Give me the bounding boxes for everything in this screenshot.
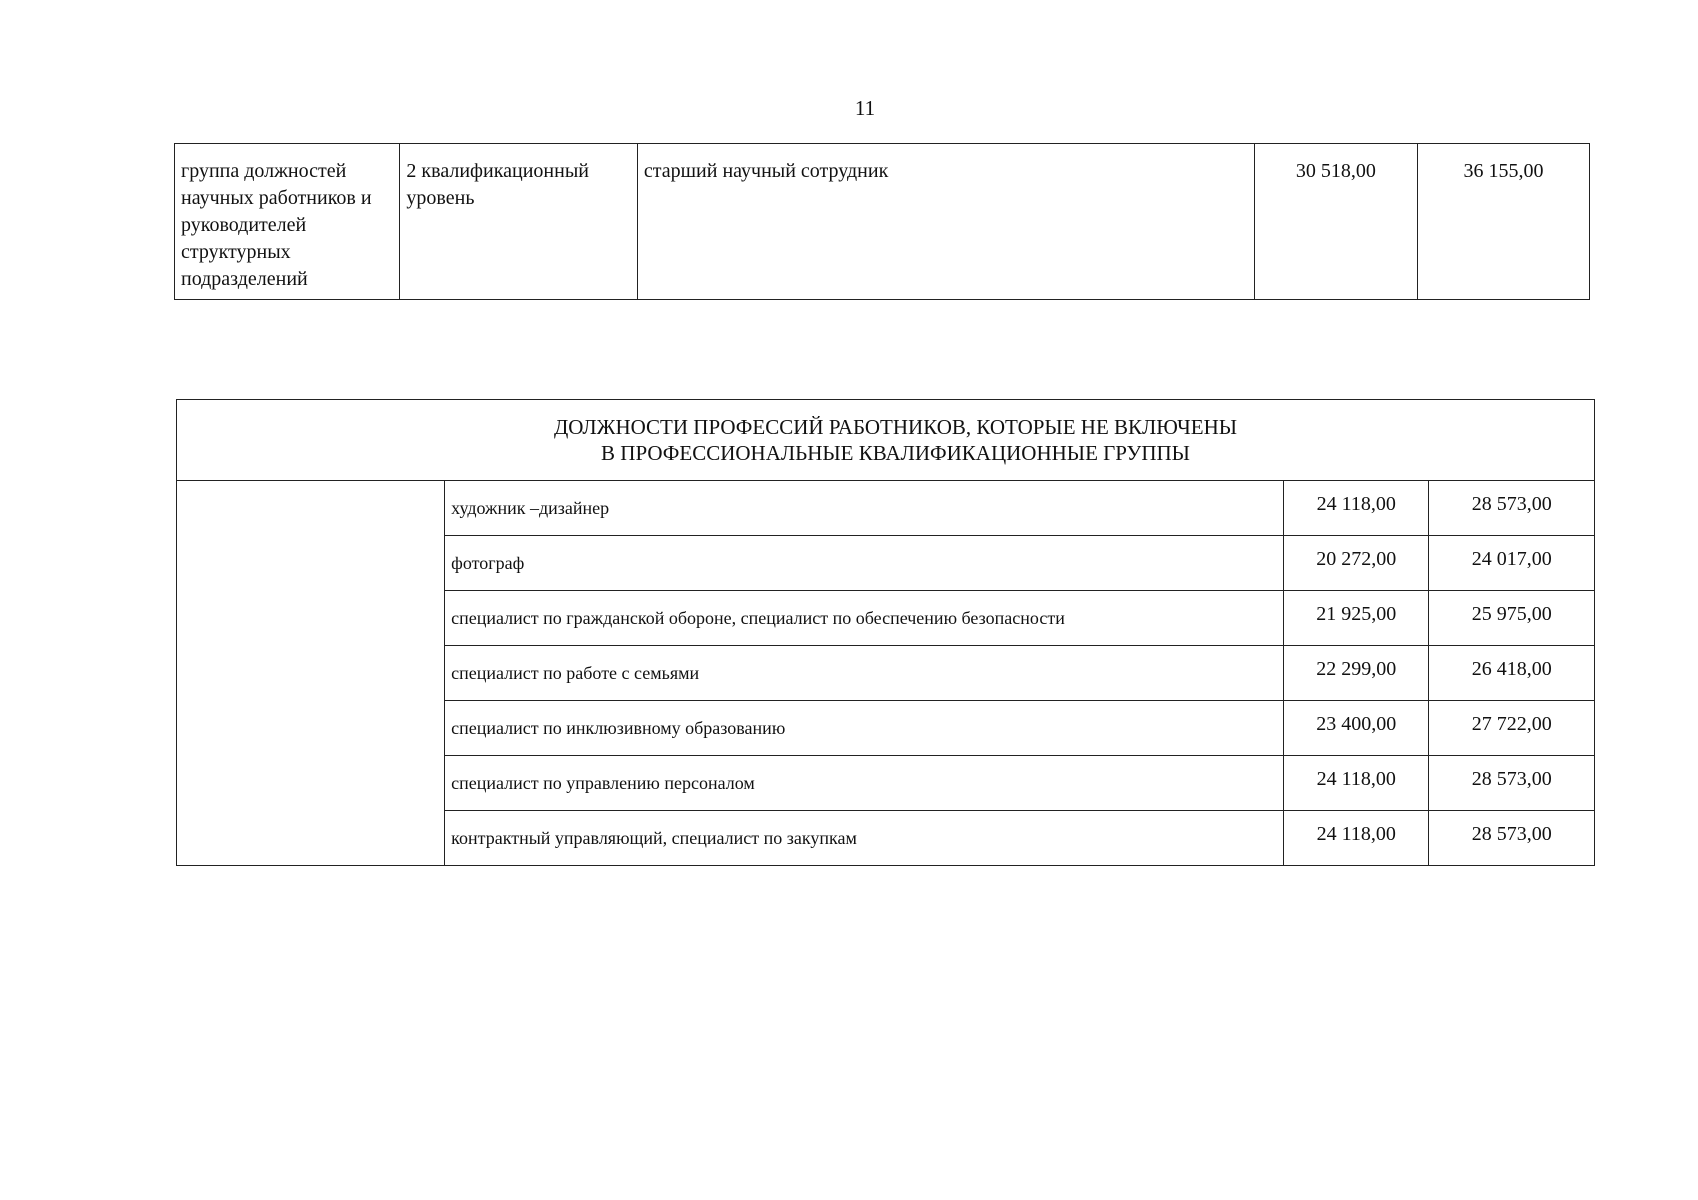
salary-min: 23 400,00: [1284, 701, 1429, 756]
position-name: специалист по инклюзивному образованию: [445, 701, 1284, 756]
group-cell: группа должностей научных работников и руководителей структурных подразделений: [175, 144, 400, 300]
header-line-1: ДОЛЖНОСТИ ПРОФЕССИЙ РАБОТНИКОВ, КОТОРЫЕ НЕ ВКЛЮЧЕНЫ: [553, 415, 1238, 439]
table-row: [177, 481, 1595, 536]
level-cell: 2 квалификационный уровень: [400, 144, 638, 300]
salary-min: 24 118,00: [1284, 756, 1429, 811]
table-header: [177, 400, 1595, 481]
position-name: специалист по работе с семьями: [445, 646, 1284, 701]
salary-max: 26 418,00: [1429, 646, 1595, 701]
position-name: фотограф: [445, 536, 1284, 591]
other-positions-table: [176, 399, 1595, 866]
salary-min: 22 299,00: [1284, 646, 1429, 701]
top-salary-table: [174, 143, 1590, 300]
page-number: 11: [854, 96, 876, 120]
salary-min-cell: 30 518,00: [1254, 144, 1417, 300]
salary-min: 20 272,00: [1284, 536, 1429, 591]
position-name: контрактный управляющий, специалист по закупкам: [445, 811, 1284, 866]
salary-max: 28 573,00: [1429, 811, 1595, 866]
position-cell: старший научный сотрудник: [637, 144, 1254, 300]
header-line-2: В ПРОФЕССИОНАЛЬНЫЕ КВАЛИФИКАЦИОННЫЕ ГРУППЫ: [601, 441, 1190, 465]
position-name: художник –дизайнер: [445, 481, 1284, 536]
salary-max: 28 573,00: [1429, 481, 1595, 536]
salary-min: 24 118,00: [1284, 811, 1429, 866]
salary-max: 28 573,00: [1429, 756, 1595, 811]
position-name: специалист по управлению персоналом: [445, 756, 1284, 811]
salary-max: 27 722,00: [1429, 701, 1595, 756]
empty-group-cell: [177, 481, 445, 866]
position-name: специалист по гражданской обороне, специалист по обеспечению безопасности: [445, 591, 1284, 646]
salary-min: 21 925,00: [1284, 591, 1429, 646]
table-row: [175, 144, 1590, 300]
table-header-row: [177, 400, 1595, 481]
salary-max-cell: 36 155,00: [1417, 144, 1589, 300]
salary-max: 25 975,00: [1429, 591, 1595, 646]
salary-min: 24 118,00: [1284, 481, 1429, 536]
salary-max: 24 017,00: [1429, 536, 1595, 591]
